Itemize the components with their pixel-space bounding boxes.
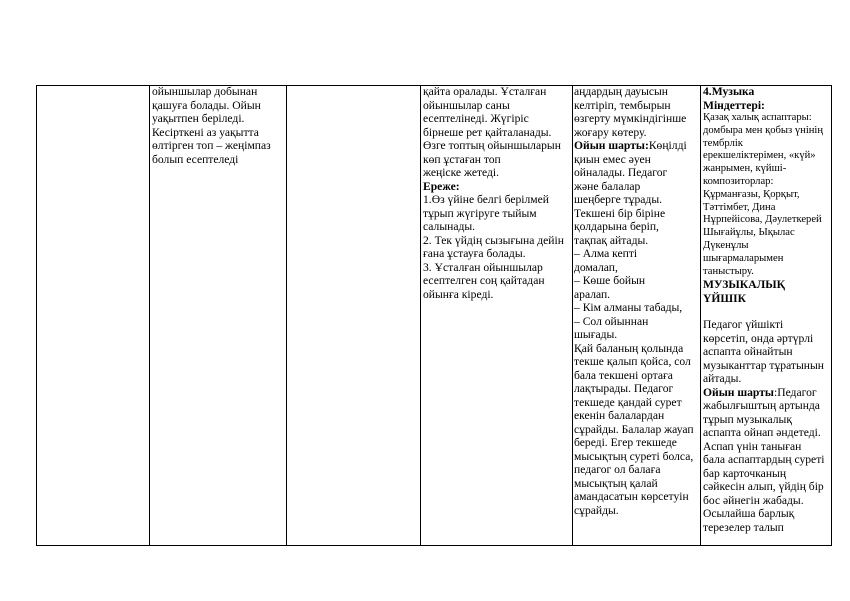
col5-cond-first: Көңілді қиын емес әуен ойналады. Педагог және балалар шеңберге тұрады. Текшені бір біріне қолдарына беріп, тақпақ айтады.: [574, 139, 687, 247]
col5-dash-item: – Алма кепті домалап,: [574, 247, 638, 274]
col2-text: ойыншылар добынан қашуға болады. Ойын уақытпен беріледі. Кесірткені аз уақытта өлтірген топ – жеңімпаз болып есептеледі: [152, 85, 271, 166]
col4-rules-title: Ереже:: [423, 179, 460, 193]
col6-subheading: Міндеттері:: [703, 98, 765, 112]
col4-intro: қайта оралады. Ұсталған ойыншылар саны есептелінеді. Жүгіріс бірнеше рет қайталанады. Өзге топтың ойыншыларын көп ұстаған топ жеңіске жетеді.: [423, 85, 561, 179]
col6-game-desc: Педагог үйшікті көрсетіп, онда әртүрлі аспапта ойнайтын музыканттар тұратынын айтады.: [703, 318, 824, 386]
col6-heading: 4.Музыка: [703, 85, 755, 98]
col5-dash-item: – Кім алманы табады,: [574, 301, 683, 314]
table-cell-col6: [703, 85, 831, 534]
col6-tasks: Қазақ халық аспаптары: домбыра мен қобыз үнінің тембрлік ерекшеліктерімен, «күй» жанрымен, күйші- композиторлар: Құрманғазы, Қорқыт, Тәттімбет, Дина Нұрпейісова, Дәулеткерей Шығайұлы, Ықылас Дүкенұлы шығармаларымен таныстыру.: [703, 112, 824, 277]
col6-game-title: МУЗЫКАЛЫҚ ҮЙШІК: [703, 278, 786, 305]
col5-rest: Қай баланың қолында текше қалып қойса, сол бала текшені ортаға лақтырады. Педагог текшеде қандай сурет екенін балалардан сұрайды. Балалар жауап береді. Егер текшеде мысықтың суреті болса, педагог ол балаға мысықтың қалай амандасатын көрсетуін сұрайды.: [574, 341, 694, 517]
table-cell-col5: [574, 85, 700, 517]
lesson-table: [36, 85, 832, 546]
table-col-border: [831, 85, 832, 546]
col5-dash-item: – Көше бойын аралап.: [574, 274, 646, 301]
col5-cond-title: Ойын шарты:: [574, 139, 649, 152]
col5-intro: аңдардың дауысын келтіріп, тембырын өзгерту мүмкіндігінше жоғару көтеру.: [574, 85, 687, 139]
col6-cond-text: :Педагог жабылғыштың артында тұрып музыкалық аспапта ойнап әндетеді. Аспап үнін таныған бала аспаптардың суреті бар карточканың сәйкесін алып, үйдің бір бос әйнегін жабады. Осылайша барлық терезелер талып: [703, 385, 825, 534]
table-col-border: [149, 85, 150, 546]
col4-rules: 1.Өз үйіне белгі берілмей тұрып жүгіруге тыйым салынады. 2. Тек үйдің сызығына дейін ғана ұстауға болады. 3. Ұсталған ойыншылар есептелген соң қайтадан ойынға кіреді.: [423, 193, 564, 301]
col5-dash-item: – Сол ойыннан шығады.: [574, 314, 649, 341]
table-bottom-border: [36, 545, 832, 546]
table-col-border: [700, 85, 701, 546]
table-cell-col2: [152, 85, 284, 166]
table-col-border: [572, 85, 573, 546]
table-col-border: [36, 85, 37, 546]
table-col-border: [420, 85, 421, 546]
table-col-border: [286, 85, 287, 546]
table-cell-col4: [423, 85, 571, 301]
col6-cond-title: Ойын шарты: [703, 385, 774, 399]
